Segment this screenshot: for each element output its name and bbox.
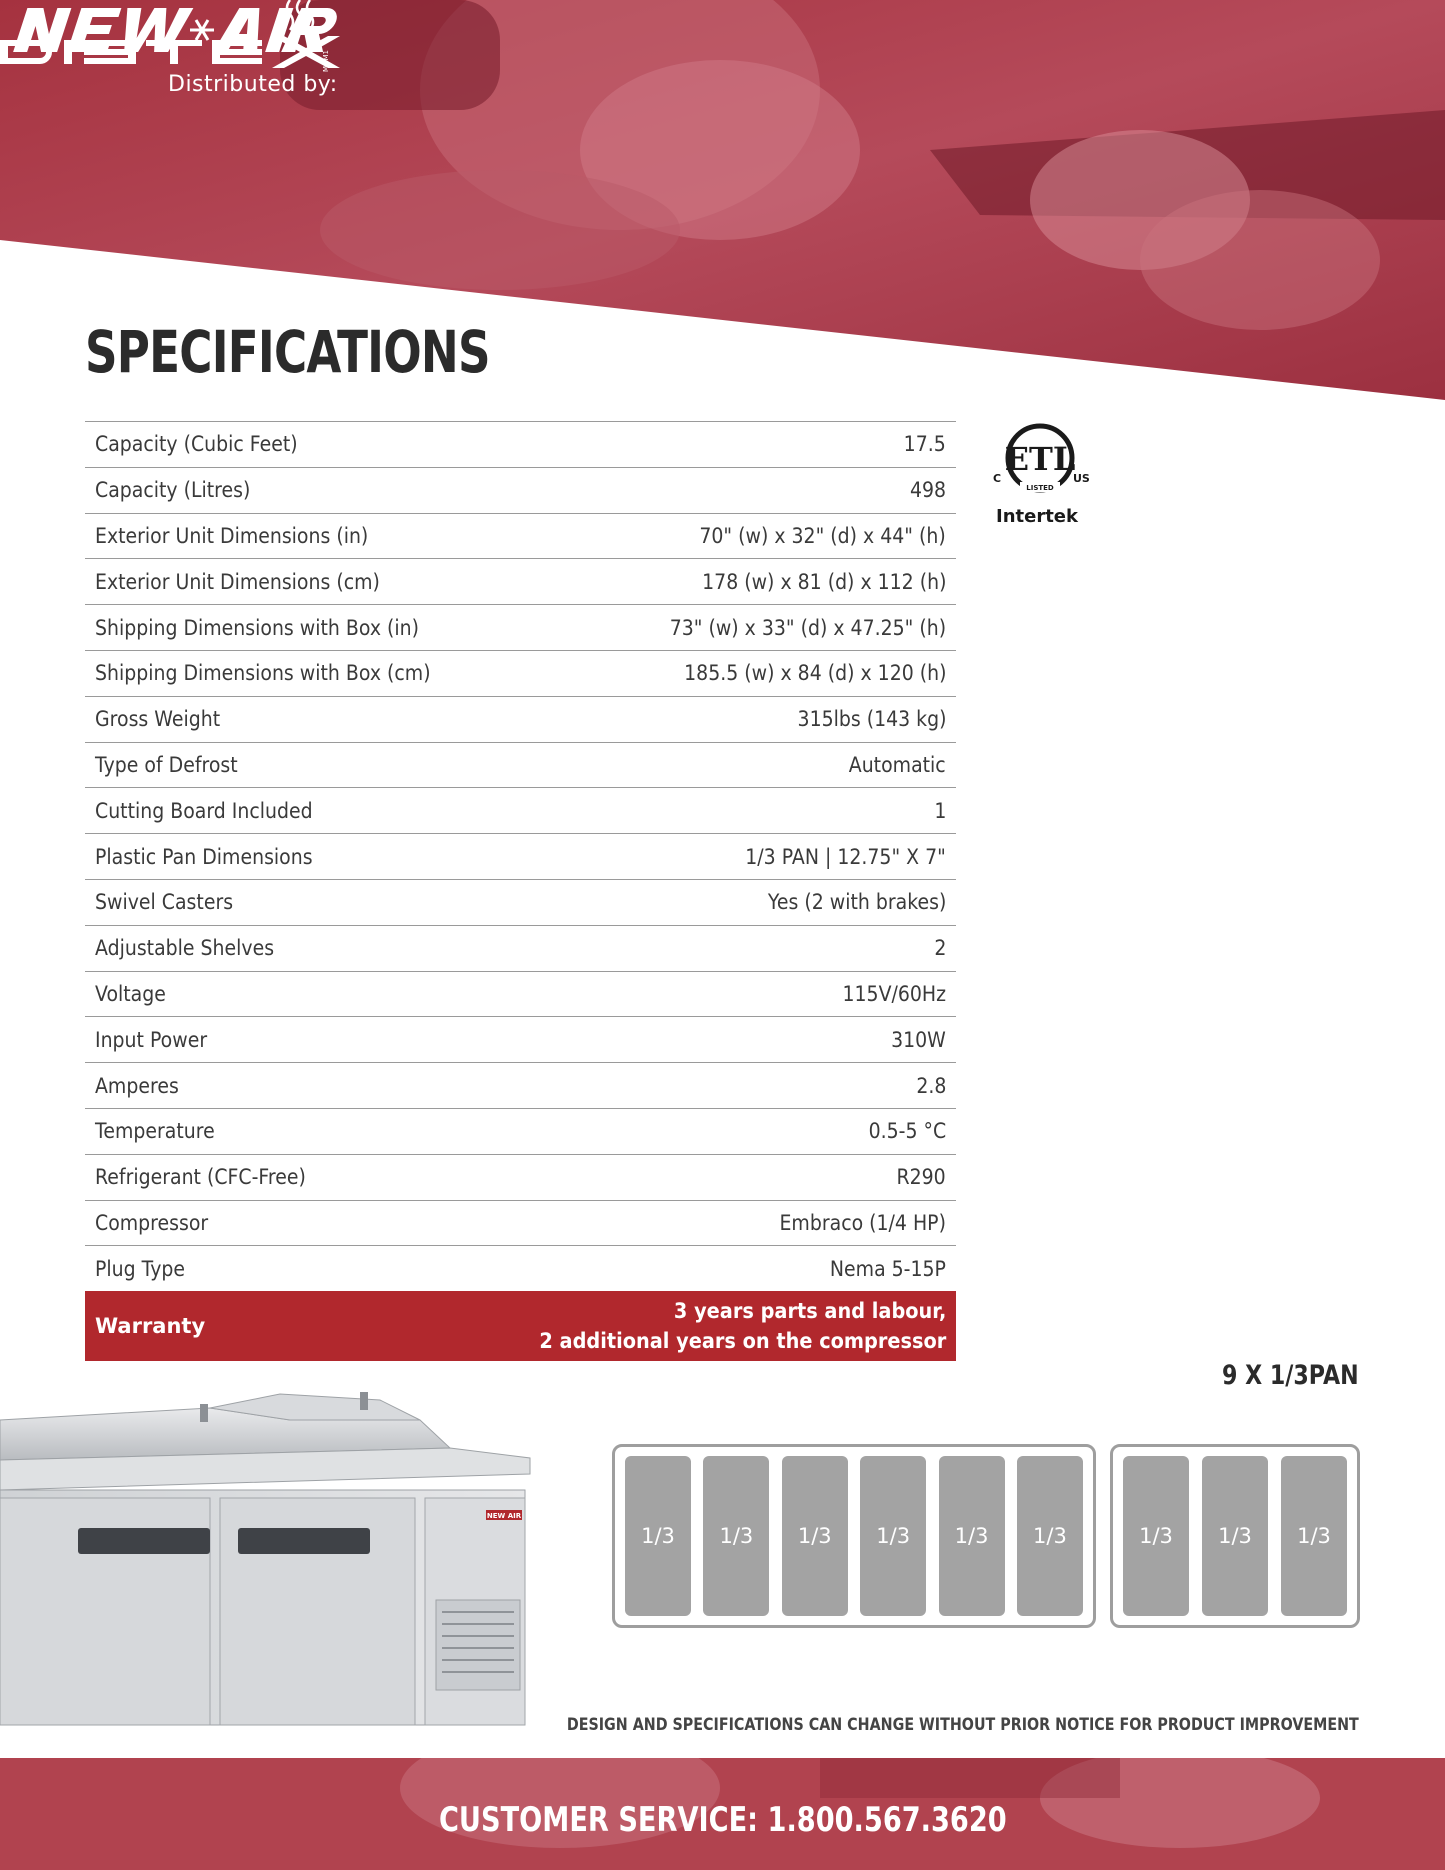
spec-row [85,1200,956,1246]
spec-label: Swivel Casters [95,890,234,915]
etl-listed: LISTED [1026,484,1054,492]
spec-label: Exterior Unit Dimensions (in) [95,523,369,548]
warranty-line-1: 3 years parts and labour, [673,1299,946,1324]
spec-value: 310W [891,1027,946,1052]
spec-label: Exterior Unit Dimensions (cm) [95,569,380,594]
etl-c: C [993,472,1002,485]
distributed-by-label: Distributed by: [168,72,338,97]
spec-label: Shipping Dimensions with Box (in) [95,615,419,640]
spec-label: Cutting Board Included [95,798,313,823]
spec-value: Yes (2 with brakes) [767,890,946,915]
pan-slot: 1/3 [1202,1456,1268,1616]
customer-service [0,1800,1445,1840]
spec-row [85,558,956,604]
pan-slot: 1/3 [625,1456,691,1616]
warranty-row [85,1291,956,1361]
spec-value: 70" (w) x 32" (d) x 44" (h) [699,523,946,548]
spec-value: Nema 5-15P [829,1256,946,1281]
pan-slot: 1/3 [703,1456,769,1616]
spec-label: Plug Type [95,1256,186,1281]
customer-service-text: CUSTOMER SERVICE: 1.800.567.3620 [438,1800,1007,1840]
spec-row [85,1245,956,1291]
pan-slot: 1/3 [782,1456,848,1616]
pan-group-right [1110,1444,1360,1628]
spec-label: Voltage [95,981,166,1006]
spec-value: 1 [933,798,946,823]
spec-row [85,742,956,788]
spec-label: Amperes [95,1073,179,1098]
spec-value: 315lbs (143 kg) [797,707,946,732]
spec-value: 1/3 PAN | 12.75" X 7" [745,844,946,869]
spec-row [85,650,956,696]
spec-value: Embraco (1/4 HP) [779,1210,946,1235]
page-title: SPECIFICATIONS [85,318,490,386]
product-badge: NEW AIR [486,1512,522,1520]
spec-row [85,1108,956,1154]
spec-value: Automatic [849,752,946,777]
spec-row [85,787,956,833]
spec-row [85,925,956,971]
spec-row [85,604,956,650]
spec-value: 115V/60Hz [842,981,946,1006]
design-notice: DESIGN AND SPECIFICATIONS CAN CHANGE WITHOUT PRIOR NOTICE FOR PRODUCT IMPROVEMENT [567,1715,1359,1735]
spec-row [85,833,956,879]
footer-banner [0,1758,1445,1870]
spec-row [85,971,956,1017]
product-image [0,1380,540,1730]
spec-label: Refrigerant (CFC-Free) [95,1165,306,1190]
spec-label: Capacity (Litres) [95,478,251,503]
spec-row [85,1062,956,1108]
warranty-label: Warranty [95,1314,206,1339]
spec-row [85,513,956,559]
spec-label: Type of Defrost [95,752,238,777]
spec-value: 498 [909,478,946,503]
spec-label: Temperature [95,1119,215,1144]
spec-label: Input Power [95,1027,208,1052]
spec-value: 185.5 (w) x 84 (d) x 120 (h) [683,661,946,686]
spec-label: Gross Weight [95,707,221,732]
spec-label: Shipping Dimensions with Box (cm) [95,661,431,686]
warranty-value [539,1296,946,1356]
spec-label: Plastic Pan Dimensions [95,844,313,869]
etl-mark: ETL [1004,440,1076,478]
pan-configuration-title: 9 X 1/3PAN [1222,1360,1359,1391]
spec-value: 0.5-5 °C [868,1119,946,1144]
spec-value: 2 [933,936,946,961]
pan-slot: 1/3 [1017,1456,1083,1616]
spec-value: 17.5 [903,432,946,457]
etl-intertek-logo [985,420,1095,530]
spec-value: R290 [896,1165,946,1190]
spec-row [85,879,956,925]
intertek-label: Intertek [996,506,1078,527]
pan-group-left [612,1444,1096,1628]
spec-row [85,696,956,742]
pan-slot: 1/3 [939,1456,1005,1616]
spec-label: Capacity (Cubic Feet) [95,432,298,457]
warranty-line-2: 2 additional years on the compressor [539,1329,946,1354]
spec-label: Adjustable Shelves [95,936,275,961]
pan-slot: 1/3 [1123,1456,1189,1616]
distributor-mark: M&M1 [322,50,330,72]
pan-slot: 1/3 [1281,1456,1347,1616]
newair-logo [0,0,340,60]
spec-value: 2.8 [915,1073,946,1098]
spec-row [85,1016,956,1062]
spec-label: Compressor [95,1210,209,1235]
pan-slot: 1/3 [860,1456,926,1616]
specifications-table [85,421,956,1361]
spec-row [85,1154,956,1200]
etl-us: US [1073,472,1090,485]
spec-row [85,467,956,513]
spec-row [85,421,956,467]
spec-value: 73" (w) x 33" (d) x 47.25" (h) [669,615,946,640]
spec-value: 178 (w) x 81 (d) x 112 (h) [701,569,946,594]
